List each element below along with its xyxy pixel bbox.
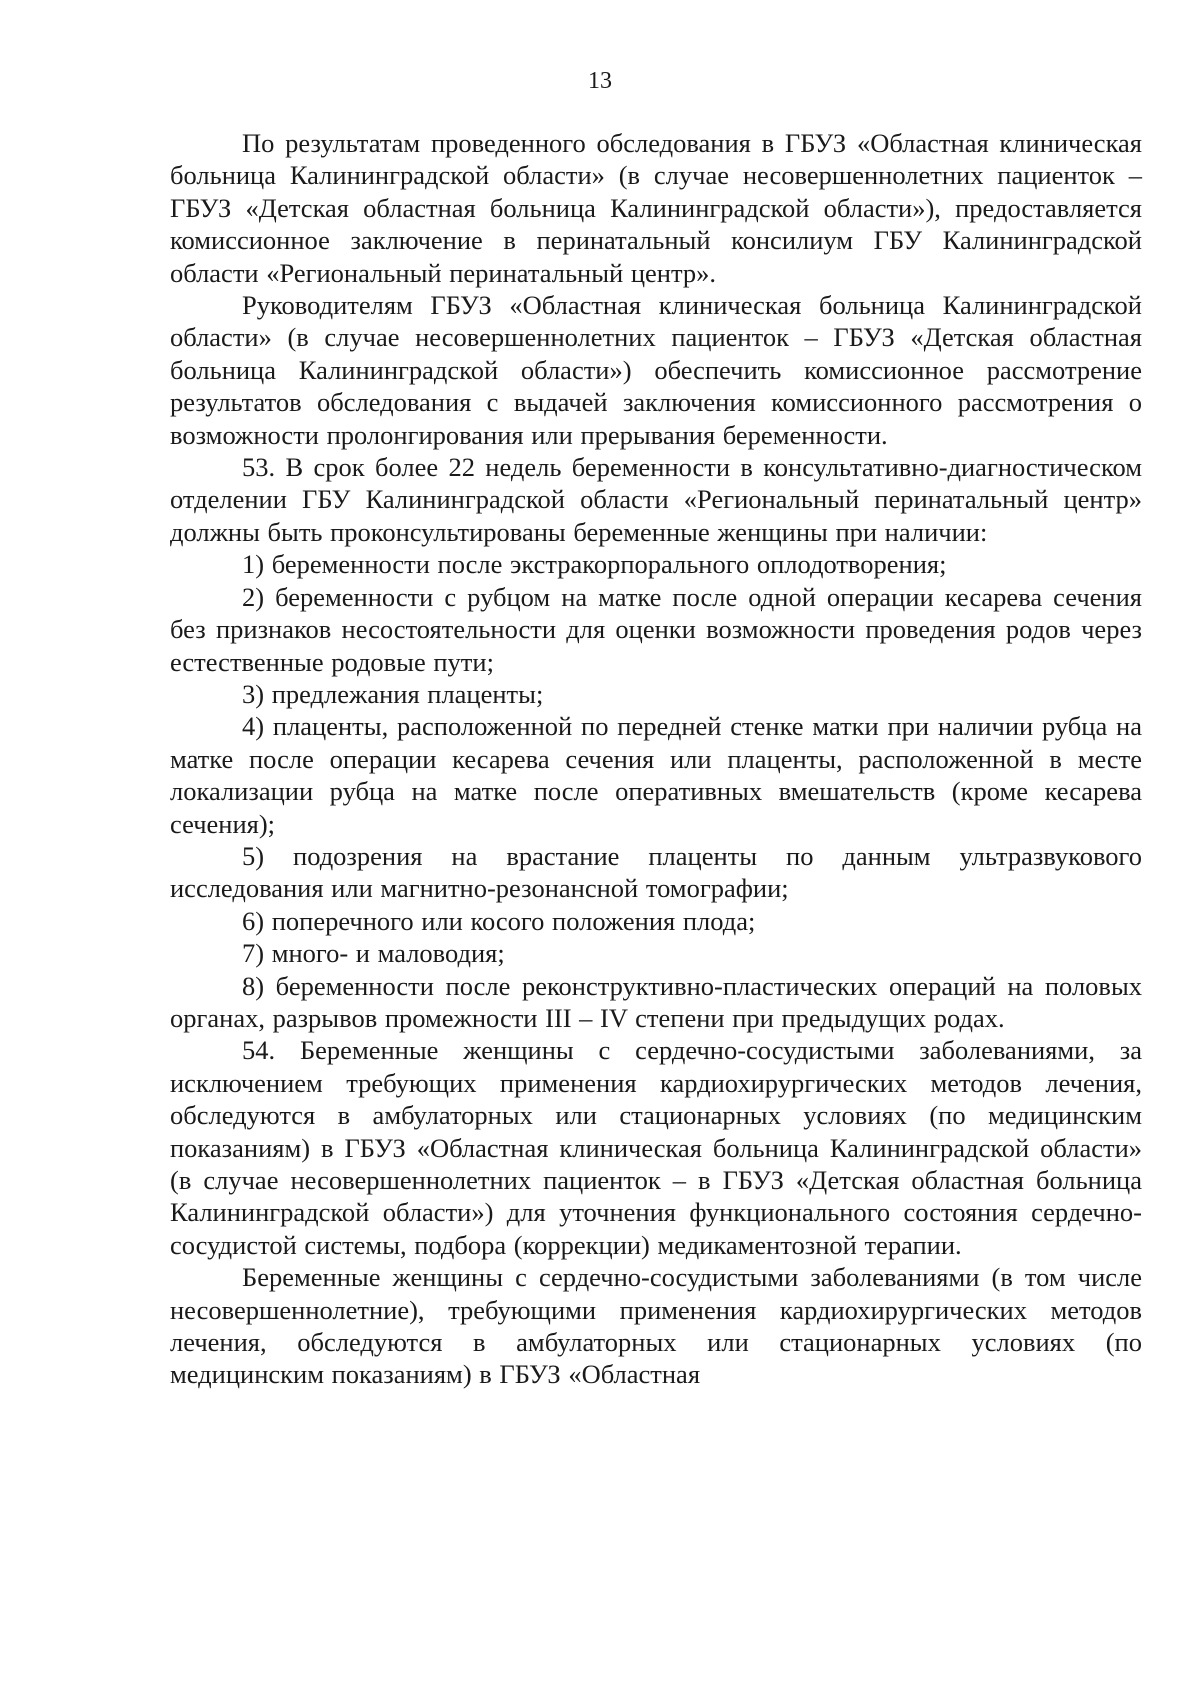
list-item-7: 7) много- и маловодия; [242, 938, 505, 969]
paragraph-examination-results: По результатам проведенного обследования в ГБУЗ «Областная клиническая больница Калининградской области» (в случае несовершеннолетних пациенток – ГБУЗ «Детская областная больница Калининградской области»), предоставляется комиссионное заключение в перинатальный консилиум ГБУ Калининградской области «Региональный перинатальный центр». [170, 128, 1142, 288]
list-item-5: 5) подозрения на врастание плаценты по данным ультразвукового исследования или магнитно-резонансной томографии; [170, 840, 1142, 904]
document-body [170, 127, 1142, 1391]
list-item-6: 6) поперечного или косого положения плода; [242, 905, 756, 936]
paragraph-item-53: 53. В срок более 22 недель беременности в консультативно-диагностическом отделении ГБУ Калининградской области «Региональный перинатальный центр» должны быть проконсультированы беременные женщины при наличии: [170, 452, 1142, 547]
list-item-4: 4) плаценты, расположенной по передней стенке матки при наличии рубца на матке после операции кесарева сечения или плаценты, расположенной в месте локализации рубца на матке после оперативных вмешательств (кроме кесарева сечения); [170, 711, 1142, 839]
paragraph-cardiosurgical: Беременные женщины с сердечно-сосудистыми заболеваниями (в том числе несовершеннолетние), требующими применения кардиохирургических методов лечения, обследуются в амбулаторных или стационарных условиях (по медицинским показаниям) в ГБУЗ «Областная [170, 1262, 1142, 1390]
list-item-1: 1) беременности после экстракорпорального оплодотворения; [242, 549, 947, 580]
list-item-2: 2) беременности с рубцом на матке после одной операции кесарева сечения без признаков несостоятельности для оценки возможности проведения родов через естественные родовые пути; [170, 581, 1142, 677]
list-item-3: 3) предлежания плаценты; [242, 678, 544, 709]
list-item-8: 8) беременности после реконструктивно-пластических операций на половых органах, разрывов промежности III – IV степени при предыдущих родах. [170, 970, 1142, 1033]
paragraph-item-54: 54. Беременные женщины с сердечно-сосудистыми заболеваниями, за исключением требующих применения кардиохирургических методов лечения, обследуются в амбулаторных или стационарных условиях (по медицинским показаниям) в ГБУЗ «Областная клиническая больница Калининградской области» (в случае несовершеннолетних пациенток – в ГБУЗ «Детская областная больница Калининградской области») для уточнения функционального состояния сердечно-сосудистой системы, подбора (коррекции) медикаментозной терапии. [170, 1035, 1142, 1260]
paragraph-managers-duty: Руководителям ГБУЗ «Областная клиническая больница Калининградской области» (в случае несовершеннолетних пациенток – ГБУЗ «Детская областная больница Калининградской области») обеспечить комиссионное рассмотрение результатов обследования с выдачей заключения комиссионного рассмотрения о возможности пролонгирования или прерывания беременности. [170, 290, 1142, 450]
page-number: 13 [588, 68, 612, 94]
